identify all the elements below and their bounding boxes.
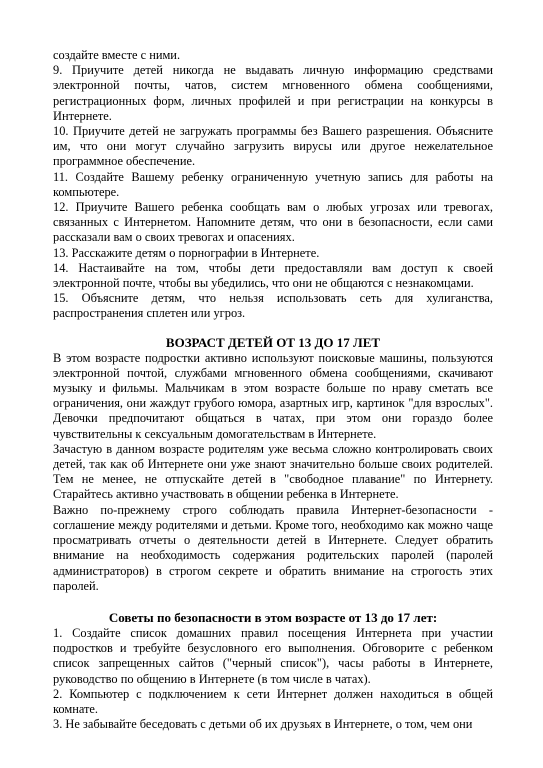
list-item: 3. Не забывайте беседовать с детьми об их друзьях в Интернете, о том, чем они	[53, 717, 473, 732]
body-paragraph: Зачастую в данном возрасте родителям уже весьма сложно контролировать своих детей, так как об Интернете они уже знают значительно больше своих родителей. Тем не менее, не отпускайте детей в "свободное плавание" по Интернету. Старайтесь активно участвовать в общении ребенка в Интернете.	[53, 441, 493, 502]
list-item: 11. Создайте Вашему ребенку ограниченную учетную запись для работы на компьютере.	[53, 169, 493, 199]
list-item: 14. Настаивайте на том, чтобы дети предоставляли вам доступ к своей электронной почте, чтобы вы убедились, что они не общаются с незнакомцами.	[53, 260, 493, 291]
list-item: 15. Объясните детям, что нельзя использовать сеть для хулиганства, распространения сплетен или угроз.	[53, 291, 493, 321]
list-item: 1. Создайте список домашних правил посещения Интернета при участии подростков и требуйте безусловного его выполнения. Обговорите с ребенком список запрещенных сайтов ("черный список"), часы работы в Интернете, руководство по общению в Интернете (в том числе в чатах).	[53, 625, 493, 686]
list-item: создайте вместе с ними.	[53, 48, 181, 62]
tips-heading: Советы по безопасности в этом возрасте от 13 до 17 лет:	[108, 609, 438, 625]
list-item: 12. Приучите Вашего ребенка сообщать вам о любых угрозах или тревогах, связанных с Интернетом. Напомните детям, что они в безопасности, если сами рассказали вам о своих тревогах и опасениях.	[53, 200, 493, 245]
section-heading: ВОЗРАСТ ДЕТЕЙ ОТ 13 ДО 17 ЛЕТ	[165, 334, 381, 350]
document-page	[53, 48, 493, 732]
list-item: 9. Приучите детей никогда не выдавать личную информацию средствами электронной почты, чатов, систем мгновенного обмена сообщениями, регистрационных форм, личных профилей и при регистрации на конкурсы в Интернете.	[53, 63, 493, 123]
body-paragraph: В этом возрасте подростки активно используют поисковые машины, пользуются электронной почтой, службами мгновенного обмена сообщениями, скачивают музыку и фильмы. Мальчикам в этом возрасте больше по нраву сметать все ограничения, они жаждут грубого юмора, азартных игр, картинок "для взрослых". Девочки предпочитают общаться в чатах, при этом они гораздо более чувствительны к сексуальным домогательствам в Интернете.	[53, 350, 493, 441]
list-item: 10. Приучите детей не загружать программы без Вашего разрешения. Объясните им, что они могут случайно загрузить вирусы или другое нежелательное программное обеспечение.	[53, 124, 493, 169]
body-paragraph: Важно по-прежнему строго соблюдать правила Интернет-безопасности - соглашение между родителями и детьми. Кроме того, необходимо как можно чаще просматривать отчеты о деятельности детей в Интернете. Следует обратить внимание на необходимость содержания родительских паролей (паролей администраторов) в строгом секрете и обратить внимание на строгость этих паролей.	[53, 502, 493, 593]
list-item: 13. Расскажите детям о порнографии в Интернете.	[53, 245, 320, 260]
list-item: 2. Компьютер с подключением к сети Интернет должен находиться в общей комнате.	[53, 686, 493, 716]
